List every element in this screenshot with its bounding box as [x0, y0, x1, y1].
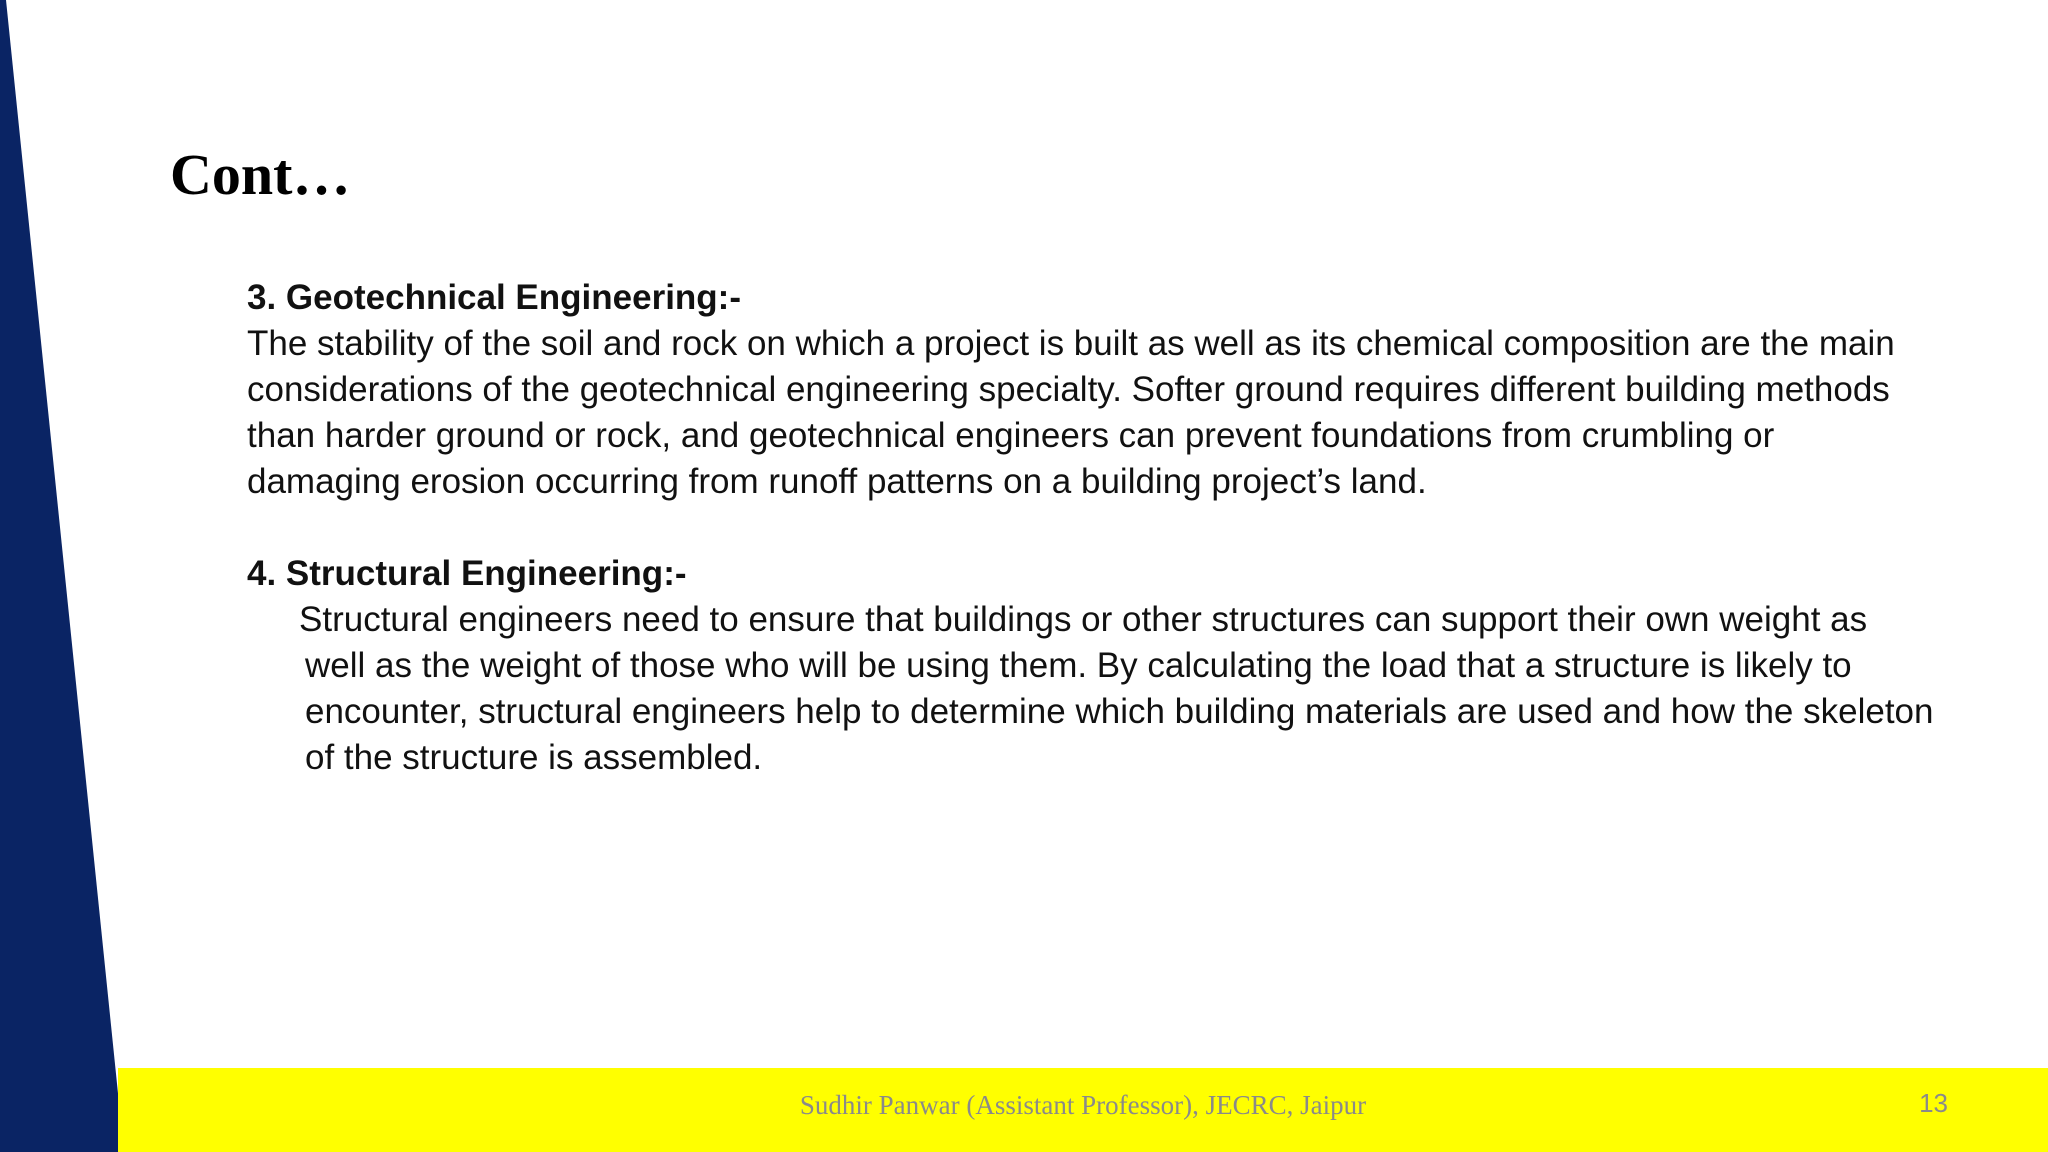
page-number: 13 [1919, 1088, 1948, 1118]
section-body: The stability of the soil and rock on which a project is built as well as its chemical composition are the main considerations of the geotechnical engineering specialty. Softer ground requires different building methods than harder ground or rock, and geotechnical engineers can prevent foundations from crumbling or damaging erosion occurring from runoff patterns on a building project’s land. [247, 324, 1895, 501]
footer-author: Sudhir Panwar (Assistant Professor), JECRC, Jaipur [799, 1090, 1367, 1120]
section-geotechnical [247, 275, 1937, 505]
slide-content [247, 275, 1937, 781]
slide-title: Cont… [170, 142, 351, 207]
section-heading: 3. Geotechnical Engineering:- [247, 278, 741, 317]
section-body: Structural engineers need to ensure that buildings or other structures can support their own weight as well as the weight of those who will be using them. By calculating the load that a structure is likely to encounter, structural engineers help to determine which building materials are used and how the skeleton of the structure is assembled. [299, 600, 1934, 777]
section-structural [247, 551, 1937, 781]
left-accent-band [0, 0, 130, 1152]
section-heading: 4. Structural Engineering:- [247, 554, 687, 593]
section-spacer [247, 505, 1937, 551]
footer-bar [118, 1068, 2048, 1152]
